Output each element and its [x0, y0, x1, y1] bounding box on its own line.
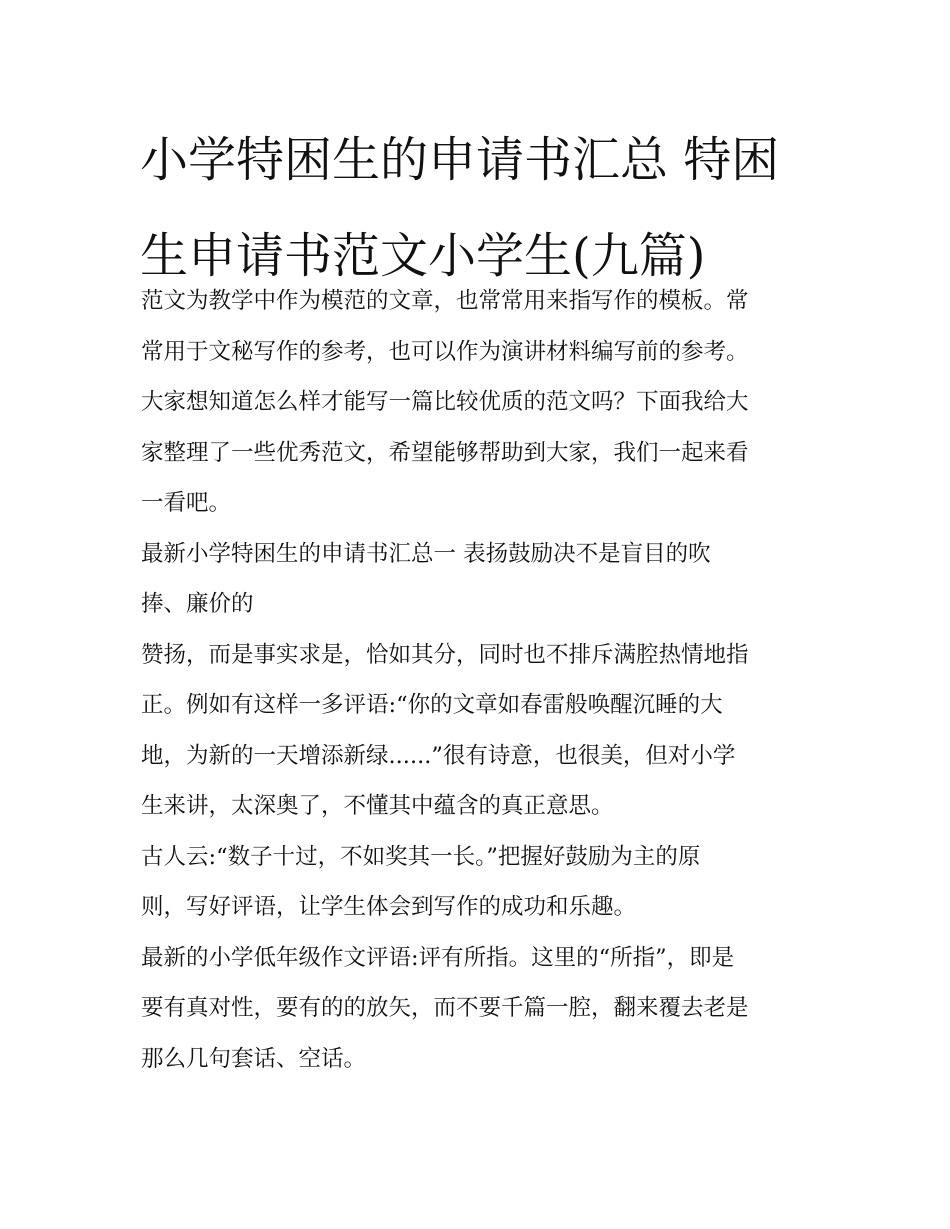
title-line: 小学特困生的申请书汇总 特困 — [140, 132, 780, 188]
body-line: 那么几句套话、空话。 — [141, 1045, 367, 1072]
body-line: 地，为新的一天增添新绿......”很有诗意，也很美，但对小学 — [141, 742, 736, 769]
body-line: 常用于文秘写作的参考，也可以作为演讲材料编写前的参考。 — [141, 338, 749, 365]
body-line: 家整理了一些优秀范文，希望能够帮助到大家，我们一起来看 — [141, 439, 749, 466]
body-line: 最新小学特困生的申请书汇总一 表扬鼓励决不是盲目的吹 — [141, 540, 711, 567]
title-line: 生申请书范文小学生(九篇) — [140, 228, 706, 284]
body-line: 正。例如有这样一多评语:“你的文章如春雷般唤醒沉睡的大 — [141, 692, 723, 718]
body-line: 赞扬，而是事实求是，恰如其分，同时也不排斥满腔热情地指 — [141, 641, 749, 668]
body-line: 一看吧。 — [141, 490, 232, 516]
body-line: 要有真对性，要有的的放矢，而不要千篇一腔，翻来覆去老是 — [141, 995, 749, 1021]
body-line: 范文为教学中作为模范的文章，也常常用来指写作的模板。常 — [141, 288, 749, 314]
body-line: 古人云:“数子十过，不如奖其一长。”把握好鼓励为主的原 — [141, 843, 701, 870]
body-line: 最新的小学低年级作文评语:评有所指。这里的“所指”，即是 — [141, 944, 735, 971]
body-line: 捧、廉价的 — [141, 591, 254, 617]
body-line: 生来讲，太深奥了，不懂其中蕴含的真正意思。 — [141, 793, 614, 819]
document-body — [141, 276, 831, 1084]
body-line: 则，写好评语，让学生体会到写作的成功和乐趣。 — [141, 894, 637, 920]
body-line: 大家想知道怎么样才能写一篇比较优质的范文吗？下面我给大 — [141, 389, 749, 415]
